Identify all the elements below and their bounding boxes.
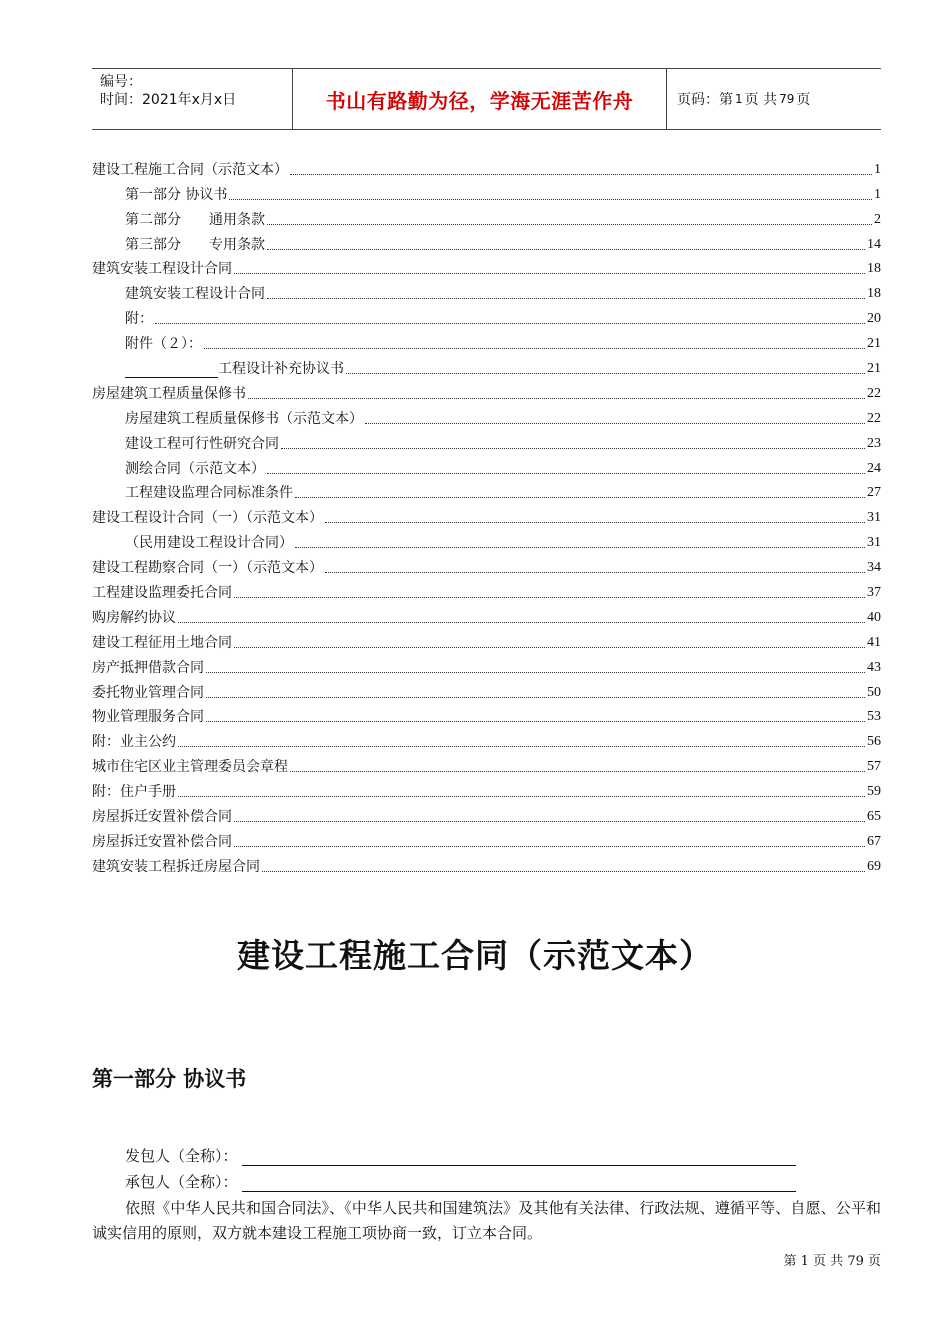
toc-entry-page: 27 — [867, 485, 881, 501]
toc-entry[interactable] — [92, 577, 881, 602]
toc-entry-title — [125, 285, 265, 303]
toc-entry-page: 43 — [867, 659, 881, 675]
header-motto: 书山有路勤为径，学海无涯苦作舟 — [293, 69, 667, 129]
toc-entry-text: 附： — [125, 311, 153, 328]
toc-entry-page: 1 — [874, 186, 881, 202]
section-title: 第一部分 协议书 — [92, 1067, 247, 1091]
page-mid: 页 共 — [744, 92, 778, 108]
toc-entry-page: 1 — [874, 161, 881, 177]
toc-entry-page: 34 — [867, 560, 881, 576]
toc-entry[interactable] — [92, 502, 881, 527]
toc-entry-title — [92, 634, 232, 652]
toc-entry-text: 建筑安装工程设计合同 — [92, 261, 232, 278]
toc-entry-title — [125, 435, 279, 453]
toc-entry-title — [92, 509, 323, 527]
blank-underline — [125, 363, 218, 378]
toc-entry-page: 65 — [867, 809, 881, 825]
toc-entry-title — [92, 584, 232, 602]
toc-leader-dots — [290, 770, 865, 772]
toc-leader-dots — [234, 820, 865, 822]
toc-entry[interactable] — [92, 453, 881, 478]
time-label: 时间：2021年x月x日 — [100, 92, 237, 108]
toc-leader-dots — [290, 173, 872, 175]
toc-leader-dots — [262, 870, 865, 872]
toc-entry-title — [125, 410, 363, 428]
toc-leader-dots — [204, 347, 865, 349]
toc-leader-dots — [325, 571, 865, 573]
toc-entry[interactable] — [92, 229, 881, 254]
toc-leader-dots — [325, 521, 865, 523]
toc-entry-title — [125, 310, 153, 328]
toc-entry-title — [125, 484, 293, 502]
toc-entry-page: 56 — [867, 734, 881, 750]
toc-entry-title — [92, 609, 176, 627]
toc-entry-text: 房屋拆迁安置补偿合同 — [92, 833, 232, 850]
toc-entry-text: 房屋拆迁安置补偿合同 — [92, 809, 232, 826]
toc-entry-page: 41 — [867, 634, 881, 650]
page-current: 1 — [735, 92, 743, 106]
toc-leader-dots — [234, 845, 865, 847]
page-prefix: 页码：第 — [677, 92, 733, 108]
toc-entry-text: 建设工程勘察合同（一）（示范文本） — [92, 560, 323, 577]
toc-entry-title — [125, 186, 227, 204]
toc-entry-title — [125, 211, 265, 229]
document-title: 建设工程施工合同（示范文本） — [237, 936, 713, 975]
contractor-label: 承包人（全称）： — [125, 1173, 238, 1191]
table-of-contents — [92, 154, 881, 876]
toc-leader-dots — [267, 223, 872, 225]
toc-entry-title — [125, 534, 293, 552]
toc-entry-text: 房屋建筑工程质量保修书 — [92, 385, 246, 402]
toc-entry[interactable] — [92, 726, 881, 751]
toc-entry-page: 20 — [867, 311, 881, 327]
toc-entry-text: 工程建设监理合同标准条件 — [125, 485, 293, 502]
toc-entry-page: 22 — [867, 385, 881, 401]
toc-entry[interactable] — [92, 254, 881, 279]
toc-entry-page: 57 — [867, 759, 881, 775]
toc-entry-title — [92, 684, 204, 702]
toc-entry-text: 建设工程征用土地合同 — [92, 634, 232, 651]
toc-entry-title — [92, 260, 232, 278]
toc-leader-dots — [295, 496, 865, 498]
toc-entry-text: 房屋建筑工程质量保修书（示范文本） — [125, 410, 363, 427]
toc-entry-page: 69 — [867, 858, 881, 874]
toc-entry-text: 委托物业管理合同 — [92, 684, 204, 701]
agreement-paragraph: 依照《中华人民共和国合同法》、《中华人民共和国建筑法》及其他有关法律、行政法规、遵循平等、自愿、公平和诚实信用的原则，双方就本建设工程施工项协商一致，订立本合同。 — [92, 1199, 881, 1242]
toc-entry-page: 18 — [867, 261, 881, 277]
header-meta — [92, 69, 293, 129]
page-suffix: 页 — [796, 92, 811, 108]
toc-entry-title — [92, 559, 323, 577]
header-page-info — [667, 69, 881, 129]
toc-entry[interactable] — [92, 428, 881, 453]
toc-entry[interactable] — [92, 702, 881, 727]
toc-leader-dots — [267, 248, 865, 250]
toc-entry[interactable] — [92, 677, 881, 702]
toc-entry-text: 建筑安装工程拆迁房屋合同 — [92, 858, 260, 875]
toc-entry-text: 建筑安装工程设计合同 — [125, 286, 265, 303]
toc-entry-title — [92, 659, 204, 677]
toc-entry[interactable] — [92, 627, 881, 652]
toc-entry-text: （民用建设工程设计合同） — [125, 535, 293, 552]
toc-leader-dots — [365, 422, 865, 424]
contractor-input-line[interactable] — [242, 1177, 796, 1192]
toc-entry-text: 房产抵押借款合同 — [92, 659, 204, 676]
employer-label: 发包人（全称）： — [125, 1147, 238, 1165]
toc-entry-title — [92, 858, 260, 876]
toc-entry-text: 附件（２）： — [125, 336, 202, 353]
toc-entry-page: 18 — [867, 286, 881, 302]
toc-entry[interactable] — [92, 478, 881, 503]
toc-entry[interactable] — [92, 552, 881, 577]
toc-entry-page: 21 — [867, 336, 881, 352]
toc-entry-page: 37 — [867, 585, 881, 601]
toc-entry-title — [125, 335, 202, 353]
toc-entry-title — [92, 783, 176, 801]
toc-entry-text: 购房解约协议 — [92, 609, 176, 626]
toc-entry-page: 31 — [867, 535, 881, 551]
toc-leader-dots — [267, 472, 865, 474]
employer-input-line[interactable] — [242, 1151, 796, 1166]
toc-leader-dots — [267, 297, 865, 299]
toc-leader-dots — [234, 646, 865, 648]
number-label: 编号： — [100, 74, 142, 90]
toc-leader-dots — [295, 546, 865, 548]
toc-entry-page: 2 — [874, 211, 881, 227]
toc-entry-title — [125, 236, 265, 254]
toc-entry-text: 测绘合同（示范文本） — [125, 460, 265, 477]
toc-leader-dots — [234, 272, 865, 274]
toc-entry-page: 40 — [867, 609, 881, 625]
toc-leader-dots — [155, 322, 865, 324]
toc-leader-dots — [178, 745, 865, 747]
toc-entry-text: 工程建设监理委托合同 — [92, 585, 232, 602]
toc-leader-dots — [248, 397, 865, 399]
toc-entry[interactable] — [92, 353, 881, 378]
toc-entry[interactable] — [92, 154, 881, 179]
toc-entry-title — [125, 460, 265, 478]
toc-entry[interactable] — [92, 826, 881, 851]
toc-entry[interactable] — [92, 328, 881, 353]
toc-entry-page: 53 — [867, 709, 881, 725]
toc-entry[interactable] — [92, 303, 881, 328]
page-header — [92, 68, 881, 130]
toc-entry-title — [92, 708, 204, 726]
toc-leader-dots — [178, 621, 865, 623]
toc-leader-dots — [234, 596, 865, 598]
toc-leader-dots — [178, 795, 865, 797]
toc-entry-page: 67 — [867, 833, 881, 849]
toc-entry-page: 23 — [867, 435, 881, 451]
toc-entry-title — [92, 161, 288, 179]
toc-entry[interactable] — [92, 179, 881, 204]
toc-entry-text: 建设工程施工合同（示范文本） — [92, 161, 288, 178]
toc-entry-page: 22 — [867, 410, 881, 426]
toc-entry-page: 31 — [867, 510, 881, 526]
toc-entry[interactable] — [92, 652, 881, 677]
toc-entry-title — [92, 758, 288, 776]
toc-entry-text: 附：住户手册 — [92, 784, 176, 801]
toc-entry-text: 第一部分 协议书 — [125, 186, 228, 203]
toc-entry-title — [92, 385, 246, 403]
toc-entry-text: 第三部分 专用条款 — [125, 236, 265, 253]
toc-entry-page: 59 — [867, 784, 881, 800]
toc-entry[interactable] — [92, 751, 881, 776]
toc-leader-dots — [281, 447, 865, 449]
toc-entry[interactable] — [92, 776, 881, 801]
toc-entry-page: 50 — [867, 684, 881, 700]
page-footer: 第 1 页 共 79 页 — [783, 1254, 881, 1269]
toc-entry[interactable] — [92, 278, 881, 303]
toc-entry-page: 14 — [867, 236, 881, 252]
toc-entry[interactable] — [92, 801, 881, 826]
toc-entry-text: 物业管理服务合同 — [92, 709, 204, 726]
toc-leader-dots — [206, 696, 865, 698]
toc-entry-text: 附：业主公约 — [92, 734, 176, 751]
toc-entry-text: 建设工程可行性研究合同 — [125, 435, 279, 452]
toc-entry[interactable] — [92, 403, 881, 428]
contractor-field — [125, 1171, 796, 1192]
toc-leader-dots — [229, 198, 872, 200]
toc-leader-dots — [206, 720, 865, 722]
toc-entry[interactable] — [92, 527, 881, 552]
toc-entry-title — [92, 833, 232, 851]
toc-entry-title — [92, 808, 232, 826]
toc-entry-text: 第二部分 通用条款 — [125, 211, 265, 228]
toc-entry[interactable] — [92, 204, 881, 229]
toc-entry-text: 建设工程设计合同（一）（示范文本） — [92, 510, 323, 527]
toc-entry[interactable] — [92, 378, 881, 403]
employer-field — [125, 1145, 796, 1166]
toc-leader-dots — [206, 671, 865, 673]
toc-entry-title — [92, 733, 176, 751]
toc-entry-text: 工程设计补充协议书 — [218, 361, 344, 378]
page-total: 79 — [779, 92, 795, 106]
toc-entry-page: 21 — [867, 361, 881, 377]
toc-entry[interactable] — [92, 602, 881, 627]
toc-leader-dots — [346, 372, 865, 374]
toc-entry[interactable] — [92, 851, 881, 876]
toc-entry-text: 城市住宅区业主管理委员会章程 — [92, 759, 288, 776]
toc-entry-title — [125, 360, 344, 378]
toc-entry-page: 24 — [867, 460, 881, 476]
